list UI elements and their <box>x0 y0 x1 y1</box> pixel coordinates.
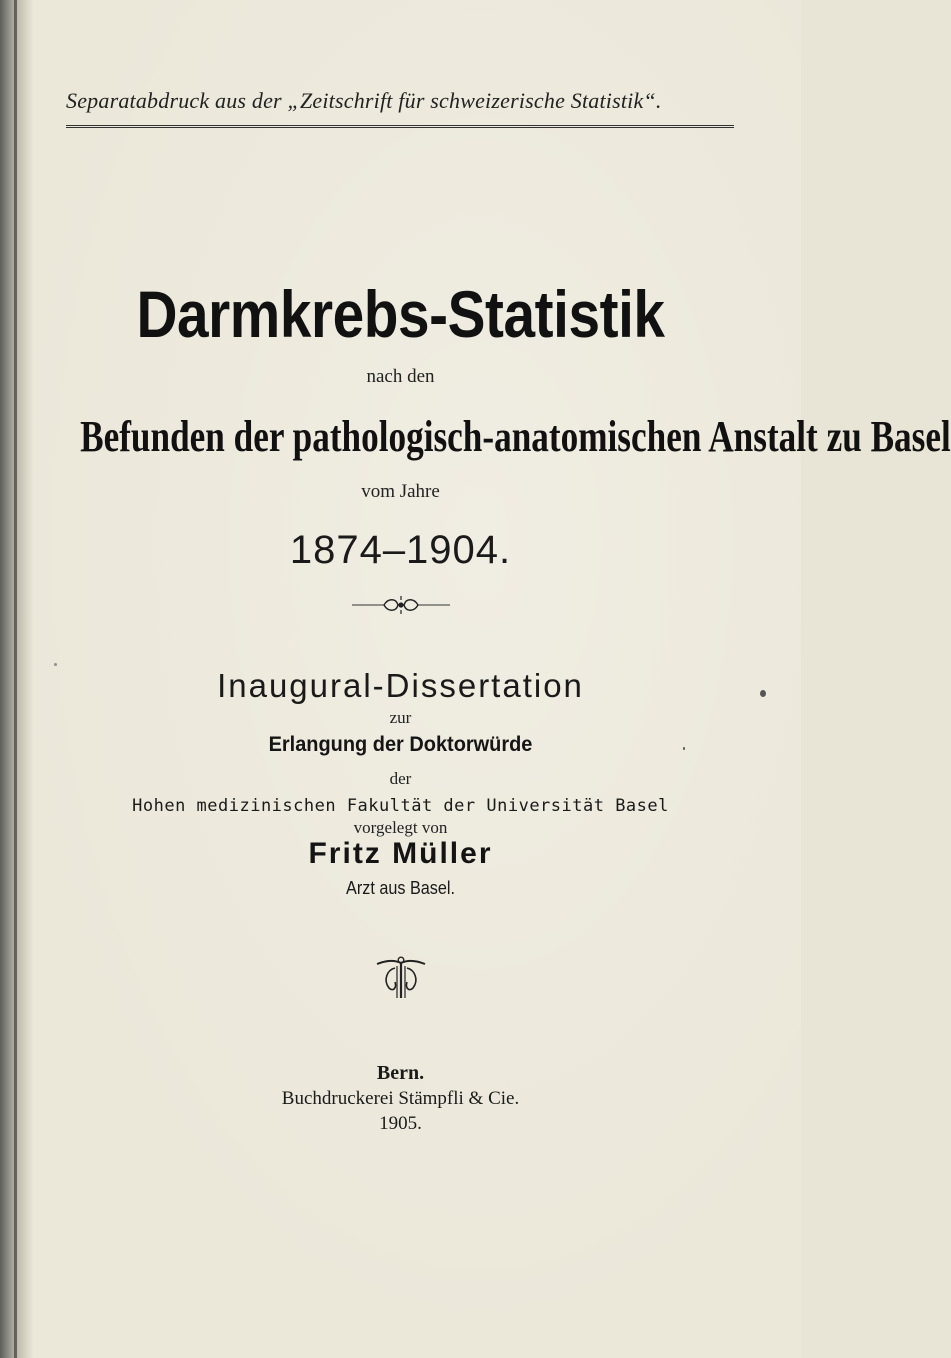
purpose-connector: zur <box>389 708 412 727</box>
years-range: 1874–1904. <box>289 528 512 572</box>
author-description: Arzt aus Basel. <box>346 878 455 898</box>
header-double-rule <box>66 125 734 128</box>
degree-line: Erlangung der Doktorwürde <box>268 733 533 756</box>
title-connector: nach den <box>366 366 435 387</box>
ornament-divider <box>350 594 452 616</box>
dissertation-heading: Inaugural-Dissertation <box>217 667 584 704</box>
imprint-city: Bern. <box>376 1062 425 1084</box>
period-label: vom Jahre <box>361 481 440 502</box>
paper-speck <box>760 690 766 697</box>
faculty-line: Hohen medizinischen Fakultät der Universität Basel <box>132 796 669 816</box>
printer-mark-icon <box>373 954 429 1000</box>
paper-speck <box>54 663 57 666</box>
main-title: Darmkrebs-Statistik <box>136 277 665 351</box>
imprint-printer: Buchdruckerei Stämpfli & Cie. <box>281 1088 520 1109</box>
paper-speck <box>683 747 685 750</box>
institution-title: Befunden der pathologisch-anatomischen Anstalt zu Basel <box>80 412 951 461</box>
imprint-year: 1905. <box>379 1113 422 1134</box>
offprint-notice: Separatabdruck aus der „Zeitschrift für schweizerische Statistik“. <box>66 88 662 113</box>
faculty-connector: der <box>389 769 412 788</box>
submitted-label: vorgelegt von <box>353 818 448 837</box>
author-name: Fritz Müller <box>308 837 493 870</box>
